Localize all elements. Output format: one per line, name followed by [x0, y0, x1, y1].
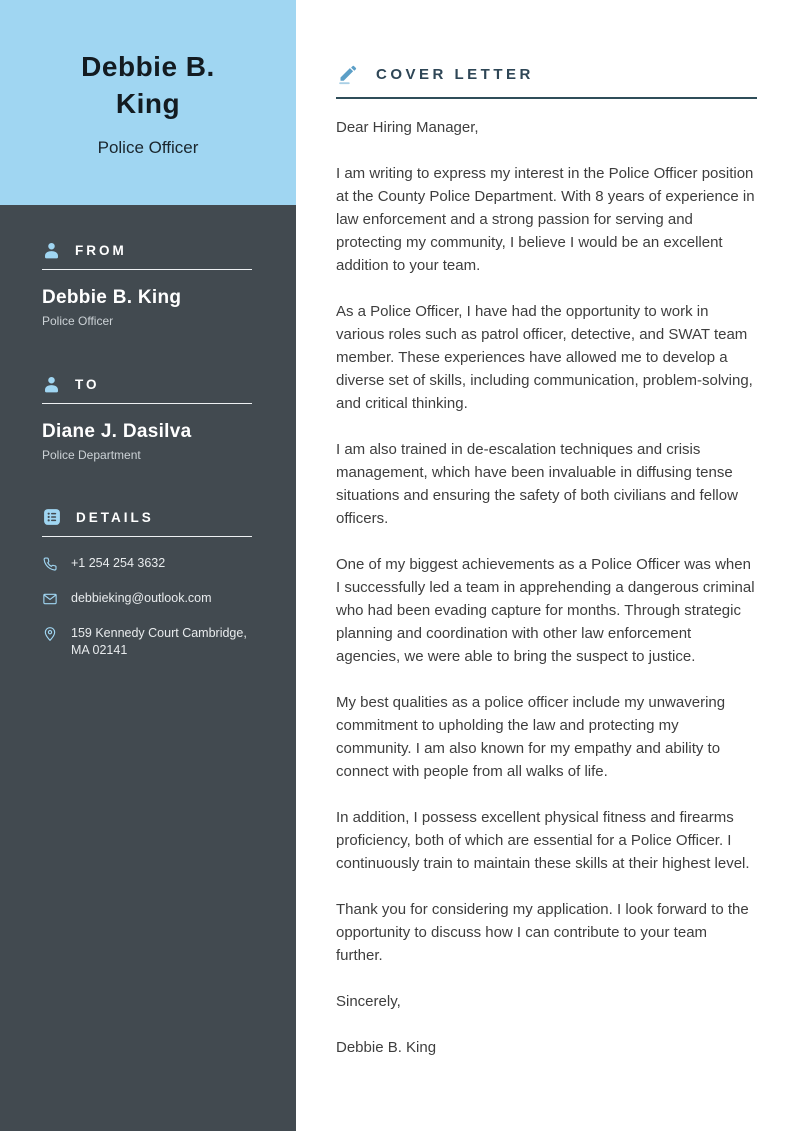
cover-letter-title: COVER LETTER — [376, 65, 534, 83]
letter-body — [336, 116, 757, 1059]
details-section — [0, 507, 296, 659]
letter-paragraph: One of my biggest achievements as a Police Officer was when I successfully led a team in apprehending a dangerous criminal who had been evading capture for months. Through strategic planning and coordination with other law enforcement agencies, we were able to bring the suspect to justice. — [336, 556, 755, 665]
cover-letter-header — [336, 62, 757, 99]
person-icon — [42, 241, 61, 260]
email-row — [42, 590, 252, 607]
to-subtitle: Police Department — [42, 448, 141, 462]
location-pin-icon — [42, 626, 58, 642]
from-label: FROM — [75, 243, 127, 258]
email-value: debbieking@outlook.com — [71, 591, 212, 605]
details-divider — [42, 536, 252, 537]
address-value: 159 Kennedy Court Cambridge, MA 02141 — [71, 626, 247, 657]
from-divider — [42, 269, 252, 270]
letter-paragraph: My best qualities as a police officer include my unwavering commitment to upholding the law and protecting my community. I am also known for my empathy and ability to connect with people from all walks of life. — [336, 694, 726, 780]
to-name: Diane J. Dasilva — [42, 421, 192, 442]
envelope-icon — [42, 591, 58, 607]
closing: Sincerely, — [336, 993, 401, 1010]
details-section-header — [42, 507, 252, 527]
to-section-header — [42, 375, 252, 394]
from-section — [0, 241, 296, 328]
letter-paragraph: Thank you for considering my application. I look forward to the opportunity to discuss how I can contribute to your team further. — [336, 901, 749, 964]
to-section — [0, 375, 296, 462]
letter-paragraph: I am also trained in de-escalation techniques and crisis management, which have been invaluable in diffusing tense situations and ensuring the safety of both civilians and fellow officers. — [336, 441, 738, 527]
sidebar — [0, 0, 296, 1131]
address-row — [42, 625, 252, 659]
to-divider — [42, 403, 252, 404]
letter-main — [296, 0, 800, 1131]
salutation: Dear Hiring Manager, — [336, 119, 479, 136]
phone-value: +1 254 254 3632 — [71, 556, 166, 570]
person-icon — [42, 375, 61, 394]
letter-paragraph: As a Police Officer, I have had the opportunity to work in various roles such as patrol officer, detective, and SWAT team member. These experiences have allowed me to develop a diverse set of skills, including communication, problem-solving, and critical thinking. — [336, 303, 753, 412]
phone-row — [42, 555, 252, 572]
signature: Debbie B. King — [336, 1039, 437, 1056]
from-name: Debbie B. King — [42, 287, 182, 308]
letter-paragraph: In addition, I possess excellent physical fitness and firearms proficiency, both of which are essential for a Police Officer. I continuously train to maintain these skills at their highest level. — [336, 809, 750, 872]
phone-icon — [42, 556, 58, 572]
list-icon — [42, 507, 62, 527]
to-label: TO — [75, 377, 100, 392]
details-label: DETAILS — [76, 509, 154, 525]
profile-card — [0, 0, 296, 205]
profile-name: Debbie B. King — [81, 50, 215, 119]
letter-paragraph: I am writing to express my interest in the Police Officer position at the County Police Department. With 8 years of experience in law enforcement and a strong passion for serving and protecting my community, I believe I would be an excellent addition to your team. — [336, 165, 755, 274]
from-subtitle: Police Officer — [42, 314, 114, 328]
profile-job-title: Police Officer — [97, 137, 199, 157]
pencil-icon — [336, 62, 360, 86]
from-section-header — [42, 241, 252, 260]
